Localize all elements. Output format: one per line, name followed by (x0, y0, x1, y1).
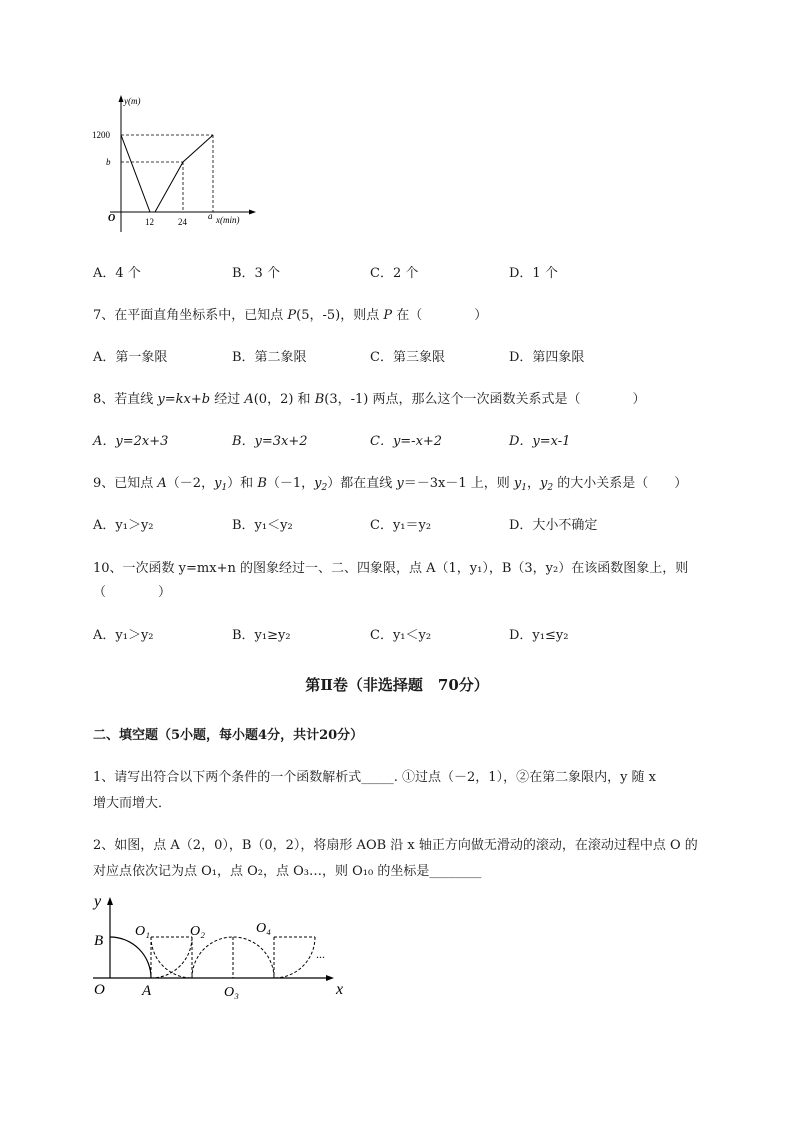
label-a: A (142, 983, 152, 999)
label-y: y (94, 893, 102, 910)
q6-option-b[interactable]: B．3 个 (232, 266, 280, 281)
q9-y1: y (214, 476, 222, 491)
q9-y1-b: y (513, 476, 522, 491)
q9-y2-b: y (540, 476, 548, 491)
q9-y1-sub: 1 (221, 483, 228, 493)
fill-question-2-line-1: 2、如图，点 A（2，0），B（0，2），将扇形 AOB 沿 x 轴正方向做无滑动的滚动，在滚动过程中点 O 的 (93, 838, 698, 853)
q7-text-2: (5，-5)，则点 (296, 308, 384, 323)
label-b: B (94, 933, 104, 949)
origin-label: O (108, 213, 116, 224)
question-9 (93, 472, 687, 493)
q9-text-1: 9、已知点 (93, 476, 158, 491)
q8-text-2: 经过 (210, 392, 245, 407)
q9-text-7: ， (526, 476, 540, 491)
fill-question-1-line-2: 增大而增大． (93, 796, 172, 811)
q8-text-4: (3，-1) 两点，那么这个一次函数关系式是（ ） (324, 392, 646, 407)
q8-text-1: 8、若直线 (93, 392, 158, 407)
arc-roll-2 (151, 937, 192, 978)
label-o2: O₂ (190, 924, 205, 939)
arc-roll-3 (274, 937, 315, 978)
q9-text-6: ＝－3x－1 上，则 (403, 476, 514, 491)
label-x: x (336, 981, 344, 998)
q9-y2-b-sub: 2 (547, 483, 554, 493)
q8-text-3: (0，2) 和 (253, 392, 315, 407)
q7-option-a[interactable]: A．第一象限 (93, 350, 168, 365)
rolling-sector-figure (88, 890, 353, 1002)
q8-equation: y=kx+b (157, 392, 211, 407)
q8-point-a: A (244, 392, 254, 407)
q9-y1-b-sub: 1 (521, 483, 527, 493)
x-tick-24: 24 (178, 217, 187, 227)
question-10-line-1: 10、一次函数 y=mx+n 的图象经过一、二、四象限，点 A（1，y₁），B（3，y₂）在该函数图象上，则 (93, 561, 689, 576)
y-axis-label: y(m) (124, 96, 141, 106)
q9-point-a: A (157, 476, 167, 491)
x-tick-12: 12 (145, 217, 154, 227)
q6-option-a[interactable]: A．4 个 (93, 266, 141, 281)
q9-text-2: （－2， (166, 476, 215, 491)
q6-option-d[interactable]: D．1 个 (509, 266, 558, 281)
distance-time-graph (90, 92, 265, 237)
q7-option-b[interactable]: B．第二象限 (232, 350, 307, 365)
q7-point-p2: P (383, 308, 393, 323)
q10-option-d[interactable]: D．y₁≤y₂ (509, 628, 569, 643)
q8-option-c[interactable]: C．y=-x+2 (370, 434, 443, 449)
x-axis-arrow (326, 975, 334, 981)
question-10-line-2: （ ） (93, 585, 172, 600)
label-o3: O₃ (224, 985, 239, 1000)
q10-option-b[interactable]: B．y₁≥y₂ (232, 628, 291, 643)
arc-roll-1 (151, 937, 192, 978)
x-tick-a: a (208, 211, 213, 221)
section-2-title: 第Ⅱ卷（非选择题 70分） (305, 676, 489, 694)
q7-point-p: P (287, 308, 297, 323)
label-dots: ... (316, 947, 325, 961)
sector-aob (110, 937, 151, 978)
q9-point-b: B (257, 476, 267, 491)
y-axis-arrow (119, 95, 124, 102)
q9-text-4: （－1， (266, 476, 315, 491)
y-tick-b: b (106, 157, 111, 167)
x-axis-label: x(min) (216, 215, 240, 225)
q9-option-c[interactable]: C．y₁＝y₂ (370, 518, 432, 533)
q10-option-c[interactable]: C．y₁＜y₂ (370, 628, 432, 643)
label-o: O (94, 982, 105, 998)
q9-line-y: y (396, 476, 404, 491)
x-axis-arrow (249, 210, 256, 215)
q8-option-b[interactable]: B．y=3x+2 (232, 434, 308, 449)
y-tick-1200: 1200 (92, 130, 110, 140)
fill-question-2-line-2: 对应点依次记为点 O₁，点 O₂，点 O₃…，则 O₁₀ 的坐标是________ (93, 864, 482, 879)
q7-text-1: 7、在平面直角坐标系中，已知点 (93, 308, 288, 323)
label-o1: O₁ (135, 924, 150, 939)
q9-option-a[interactable]: A．y₁＞y₂ (93, 518, 154, 533)
q9-option-d[interactable]: D．大小不确定 (509, 518, 598, 533)
q9-text-3: ）和 (227, 476, 258, 491)
q9-option-b[interactable]: B．y₁＜y₂ (232, 518, 293, 533)
fill-question-1-line-1: 1、请写出符合以下两个条件的一个函数解析式_____. ①过点（－2，1），②在第二象限内，y 随 x (93, 770, 657, 785)
q8-option-d[interactable]: D．y=x-1 (509, 434, 571, 449)
q8-option-a[interactable]: A．y=2x+3 (93, 434, 169, 449)
q7-option-d[interactable]: D．第四象限 (509, 350, 585, 365)
question-7 (93, 304, 487, 323)
graph-line (121, 135, 213, 212)
question-8 (93, 388, 645, 407)
q6-option-c[interactable]: C．2 个 (370, 266, 419, 281)
q10-option-a[interactable]: A．y₁＞y₂ (93, 628, 154, 643)
q9-text-5: ）都在直线 (327, 476, 397, 491)
q9-y2-sub: 2 (321, 483, 328, 493)
q8-point-b: B (314, 392, 325, 407)
label-o4: O₄ (256, 921, 271, 936)
q7-option-c[interactable]: C．第三象限 (370, 350, 445, 365)
q7-text-3: 在（ ） (392, 308, 488, 323)
y-axis-arrow (107, 897, 113, 905)
q9-text-8: 的大小关系是（ ） (553, 476, 688, 491)
q9-y2: y (314, 476, 322, 491)
fill-in-heading: 二、填空题（5小题，每小题4分，共计20分） (93, 728, 364, 743)
